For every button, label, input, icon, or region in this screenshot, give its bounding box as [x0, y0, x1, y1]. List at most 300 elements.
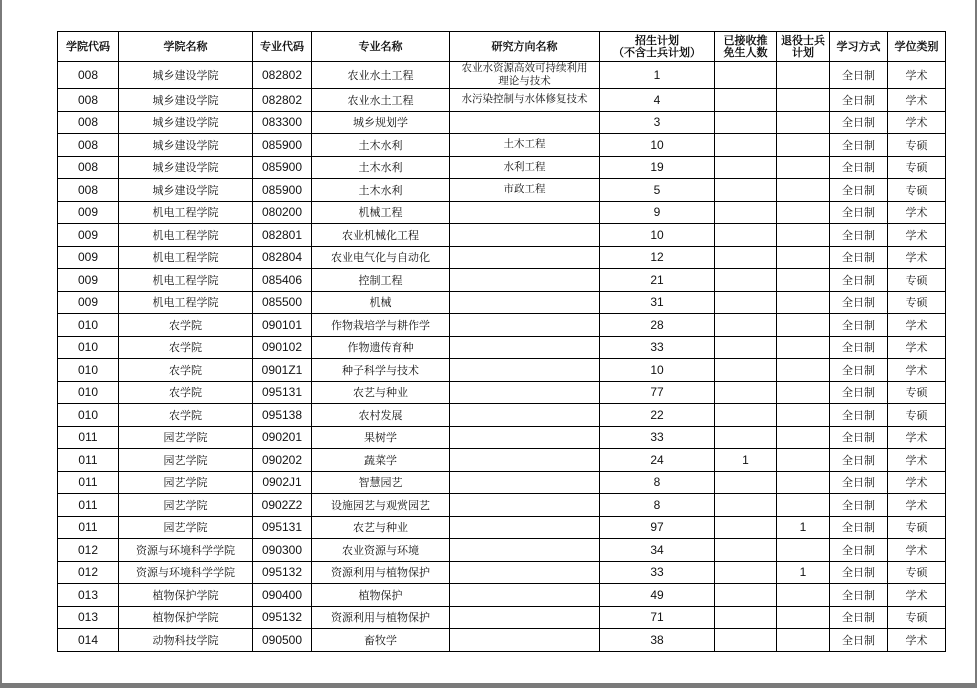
- enrollment-plan-cell: 33: [600, 426, 715, 449]
- major-code-cell: 0902J1: [253, 471, 312, 494]
- veteran-plan-cell: [777, 381, 830, 404]
- study-mode-cell: 全日制: [830, 269, 888, 292]
- research-direction-cell: [450, 314, 600, 337]
- college-code-cell: 008: [58, 62, 119, 89]
- major-code-cell: 095132: [253, 561, 312, 584]
- major-code-cell: 082802: [253, 89, 312, 112]
- enrollment-plan-cell: 9: [600, 201, 715, 224]
- veteran-plan-cell: [777, 89, 830, 112]
- college-name-cell: 植物保护学院: [119, 606, 253, 629]
- major-name-cell: 作物遗传育种: [312, 336, 450, 359]
- table-row: [58, 291, 946, 314]
- study-mode-cell: 全日制: [830, 606, 888, 629]
- college-name-cell: 机电工程学院: [119, 291, 253, 314]
- veteran-plan-cell: [777, 404, 830, 427]
- major-code-cell: 090101: [253, 314, 312, 337]
- research-direction-cell: 水污染控制与水体修复技术: [450, 89, 600, 112]
- study-mode-cell: 全日制: [830, 291, 888, 314]
- research-direction-cell: [450, 246, 600, 269]
- major-name-cell: 机械: [312, 291, 450, 314]
- degree-type-cell: 专硕: [888, 381, 946, 404]
- major-code-cell: 095138: [253, 404, 312, 427]
- major-name-cell: 城乡规划学: [312, 111, 450, 134]
- table-row: [58, 426, 946, 449]
- major-code-cell: 085900: [253, 179, 312, 202]
- college-code-cell: 008: [58, 179, 119, 202]
- study-mode-cell: 全日制: [830, 516, 888, 539]
- enrollment-plan-cell: 33: [600, 336, 715, 359]
- table-row: [58, 606, 946, 629]
- major-name-cell: 土木水利: [312, 179, 450, 202]
- research-direction-cell: [450, 111, 600, 134]
- enrollment-plan-cell: 71: [600, 606, 715, 629]
- major-code-cell: 095132: [253, 606, 312, 629]
- study-mode-cell: 全日制: [830, 539, 888, 562]
- study-mode-cell: 全日制: [830, 336, 888, 359]
- degree-type-cell: 专硕: [888, 606, 946, 629]
- college-code-cell: 011: [58, 426, 119, 449]
- study-mode-cell: 全日制: [830, 134, 888, 157]
- major-name-cell: 农业资源与环境: [312, 539, 450, 562]
- study-mode-cell: 全日制: [830, 471, 888, 494]
- study-mode-cell: 全日制: [830, 381, 888, 404]
- major-name-cell: 农艺与种业: [312, 381, 450, 404]
- college-code-cell: 009: [58, 291, 119, 314]
- college-name-cell: 资源与环境科学学院: [119, 561, 253, 584]
- college-code-cell: 010: [58, 336, 119, 359]
- research-direction-cell: [450, 471, 600, 494]
- college-name-cell: 机电工程学院: [119, 269, 253, 292]
- table-row: [58, 336, 946, 359]
- research-direction-header: 研究方向名称: [450, 32, 600, 62]
- college-code-cell: 008: [58, 156, 119, 179]
- research-direction-cell: [450, 269, 600, 292]
- major-code-cell: 085500: [253, 291, 312, 314]
- college-name-cell: 农学院: [119, 381, 253, 404]
- enrollment-plan-cell: 10: [600, 359, 715, 382]
- study-mode-header: 学习方式: [830, 32, 888, 62]
- veteran-plan-cell: [777, 134, 830, 157]
- admitted-exempt-cell: [715, 201, 777, 224]
- major-code-cell: 082802: [253, 62, 312, 89]
- college-name-cell: 城乡建设学院: [119, 62, 253, 89]
- admitted-exempt-cell: [715, 314, 777, 337]
- major-name-cell: 土木水利: [312, 156, 450, 179]
- enrollment-plan-cell: 49: [600, 584, 715, 607]
- veteran-plan-cell: [777, 606, 830, 629]
- veteran-plan-cell: [777, 111, 830, 134]
- research-direction-cell: [450, 404, 600, 427]
- degree-type-cell: 学术: [888, 224, 946, 247]
- table-row: [58, 179, 946, 202]
- admitted-exempt-cell: [715, 269, 777, 292]
- college-code-cell: 012: [58, 539, 119, 562]
- college-name-cell: 动物科技学院: [119, 629, 253, 652]
- veteran-plan-cell: [777, 269, 830, 292]
- table-row: [58, 561, 946, 584]
- table-row: [58, 156, 946, 179]
- admitted-exempt-cell: [715, 156, 777, 179]
- college-name-cell: 农学院: [119, 404, 253, 427]
- degree-type-cell: 学术: [888, 201, 946, 224]
- degree-type-cell: 学术: [888, 246, 946, 269]
- document-page: [2, 0, 975, 683]
- research-direction-cell: [450, 584, 600, 607]
- college-name-cell: 资源与环境科学学院: [119, 539, 253, 562]
- college-name-cell: 植物保护学院: [119, 584, 253, 607]
- major-name-cell: 果树学: [312, 426, 450, 449]
- enrollment-table: [57, 31, 946, 652]
- degree-type-cell: 专硕: [888, 179, 946, 202]
- degree-type-cell: 学术: [888, 494, 946, 517]
- veteran-plan-cell: [777, 314, 830, 337]
- major-code-cell: 082804: [253, 246, 312, 269]
- college-code-cell: 014: [58, 629, 119, 652]
- major-code-cell: 090201: [253, 426, 312, 449]
- enrollment-plan-cell: 33: [600, 561, 715, 584]
- study-mode-cell: 全日制: [830, 449, 888, 472]
- study-mode-cell: 全日制: [830, 359, 888, 382]
- admitted-exempt-cell: [715, 381, 777, 404]
- admitted-exempt-cell: [715, 336, 777, 359]
- veteran-plan-cell: [777, 246, 830, 269]
- major-code-cell: 083300: [253, 111, 312, 134]
- admitted-exempt-cell: [715, 471, 777, 494]
- college-code-cell: 008: [58, 89, 119, 112]
- college-name-cell: 城乡建设学院: [119, 156, 253, 179]
- veteran-plan-cell: [777, 359, 830, 382]
- table-row: [58, 539, 946, 562]
- college-code-cell: 010: [58, 404, 119, 427]
- table-row: [58, 89, 946, 112]
- major-code-cell: 082801: [253, 224, 312, 247]
- college-name-cell: 园艺学院: [119, 494, 253, 517]
- college-name-cell: 农学院: [119, 336, 253, 359]
- college-name-cell: 城乡建设学院: [119, 89, 253, 112]
- college-code-cell: 009: [58, 201, 119, 224]
- table-row: [58, 359, 946, 382]
- college-code-header: 学院代码: [58, 32, 119, 62]
- admitted-exempt-cell: [715, 246, 777, 269]
- veteran-plan-cell: [777, 426, 830, 449]
- college-name-cell: 农学院: [119, 359, 253, 382]
- major-code-cell: 085406: [253, 269, 312, 292]
- major-name-cell: 土木水利: [312, 134, 450, 157]
- veteran-plan-cell: 1: [777, 516, 830, 539]
- major-code-cell: 0901Z1: [253, 359, 312, 382]
- veteran-plan-cell: [777, 62, 830, 89]
- enrollment-plan-cell: 19: [600, 156, 715, 179]
- college-name-cell: 城乡建设学院: [119, 179, 253, 202]
- admitted-exempt-cell: [715, 539, 777, 562]
- enrollment-plan-header: 招生计划 （不含士兵计划）: [600, 32, 715, 62]
- table-row: [58, 62, 946, 89]
- college-name-cell: 城乡建设学院: [119, 111, 253, 134]
- admitted-exempt-cell: [715, 606, 777, 629]
- enrollment-plan-cell: 4: [600, 89, 715, 112]
- admitted-exempt-cell: [715, 224, 777, 247]
- college-name-cell: 农学院: [119, 314, 253, 337]
- research-direction-cell: [450, 426, 600, 449]
- major-code-cell: 090500: [253, 629, 312, 652]
- table-row: [58, 449, 946, 472]
- veteran-plan-cell: [777, 449, 830, 472]
- table-row: [58, 404, 946, 427]
- study-mode-cell: 全日制: [830, 426, 888, 449]
- college-code-cell: 010: [58, 381, 119, 404]
- college-code-cell: 008: [58, 134, 119, 157]
- major-name-cell: 农业机械化工程: [312, 224, 450, 247]
- research-direction-cell: [450, 381, 600, 404]
- major-name-cell: 农村发展: [312, 404, 450, 427]
- college-name-cell: 园艺学院: [119, 516, 253, 539]
- degree-type-cell: 学术: [888, 584, 946, 607]
- major-name-cell: 蔬菜学: [312, 449, 450, 472]
- major-name-cell: 机械工程: [312, 201, 450, 224]
- research-direction-cell: [450, 539, 600, 562]
- college-code-cell: 013: [58, 606, 119, 629]
- degree-type-cell: 专硕: [888, 156, 946, 179]
- college-code-cell: 011: [58, 516, 119, 539]
- research-direction-cell: [450, 336, 600, 359]
- college-code-cell: 010: [58, 314, 119, 337]
- research-direction-cell: [450, 606, 600, 629]
- research-direction-cell: [450, 449, 600, 472]
- degree-type-cell: 专硕: [888, 134, 946, 157]
- college-name-cell: 园艺学院: [119, 426, 253, 449]
- degree-type-cell: 学术: [888, 359, 946, 382]
- admitted-exempt-cell: 1: [715, 449, 777, 472]
- enrollment-plan-cell: 10: [600, 224, 715, 247]
- enrollment-plan-cell: 10: [600, 134, 715, 157]
- degree-type-cell: 学术: [888, 336, 946, 359]
- major-name-cell: 设施园艺与观赏园艺: [312, 494, 450, 517]
- enrollment-plan-cell: 22: [600, 404, 715, 427]
- study-mode-cell: 全日制: [830, 629, 888, 652]
- research-direction-cell: [450, 494, 600, 517]
- major-code-cell: 090202: [253, 449, 312, 472]
- college-code-cell: 012: [58, 561, 119, 584]
- degree-type-cell: 专硕: [888, 291, 946, 314]
- major-code-cell: 090300: [253, 539, 312, 562]
- major-name-cell: 农业电气化与自动化: [312, 246, 450, 269]
- study-mode-cell: 全日制: [830, 111, 888, 134]
- degree-type-header: 学位类别: [888, 32, 946, 62]
- major-name-cell: 农业水土工程: [312, 89, 450, 112]
- degree-type-cell: 专硕: [888, 404, 946, 427]
- college-name-cell: 城乡建设学院: [119, 134, 253, 157]
- major-code-cell: 085900: [253, 134, 312, 157]
- college-name-cell: 机电工程学院: [119, 201, 253, 224]
- admitted-exempt-cell: [715, 89, 777, 112]
- major-name-cell: 资源利用与植物保护: [312, 606, 450, 629]
- research-direction-cell: [450, 561, 600, 584]
- college-code-cell: 011: [58, 494, 119, 517]
- veteran-plan-cell: [777, 539, 830, 562]
- major-name-cell: 资源利用与植物保护: [312, 561, 450, 584]
- table-row: [58, 494, 946, 517]
- table-row: [58, 629, 946, 652]
- table-body: [58, 62, 946, 652]
- table-row: [58, 224, 946, 247]
- college-code-cell: 009: [58, 224, 119, 247]
- study-mode-cell: 全日制: [830, 246, 888, 269]
- table-row: [58, 134, 946, 157]
- table-row: [58, 246, 946, 269]
- major-name-cell: 农艺与种业: [312, 516, 450, 539]
- study-mode-cell: 全日制: [830, 156, 888, 179]
- major-code-cell: 090102: [253, 336, 312, 359]
- table-row: [58, 111, 946, 134]
- major-code-cell: 095131: [253, 516, 312, 539]
- study-mode-cell: 全日制: [830, 584, 888, 607]
- study-mode-cell: 全日制: [830, 224, 888, 247]
- degree-type-cell: 学术: [888, 426, 946, 449]
- veteran-plan-cell: [777, 584, 830, 607]
- enrollment-plan-cell: 77: [600, 381, 715, 404]
- enrollment-plan-cell: 1: [600, 62, 715, 89]
- table-row: [58, 584, 946, 607]
- degree-type-cell: 学术: [888, 62, 946, 89]
- veteran-plan-header: 退役士兵 计划: [777, 32, 830, 62]
- table-row: [58, 314, 946, 337]
- admitted-exempt-cell: [715, 561, 777, 584]
- college-name-header: 学院名称: [119, 32, 253, 62]
- major-code-cell: 080200: [253, 201, 312, 224]
- college-code-cell: 013: [58, 584, 119, 607]
- study-mode-cell: 全日制: [830, 561, 888, 584]
- study-mode-cell: 全日制: [830, 179, 888, 202]
- major-name-cell: 种子科学与技术: [312, 359, 450, 382]
- research-direction-cell: [450, 291, 600, 314]
- enrollment-plan-cell: 21: [600, 269, 715, 292]
- admitted-exempt-cell: [715, 516, 777, 539]
- degree-type-cell: 专硕: [888, 516, 946, 539]
- table-row: [58, 471, 946, 494]
- enrollment-plan-cell: 97: [600, 516, 715, 539]
- enrollment-plan-cell: 5: [600, 179, 715, 202]
- study-mode-cell: 全日制: [830, 201, 888, 224]
- major-code-cell: 085900: [253, 156, 312, 179]
- college-code-cell: 011: [58, 449, 119, 472]
- college-code-cell: 009: [58, 269, 119, 292]
- degree-type-cell: 学术: [888, 111, 946, 134]
- enrollment-plan-cell: 3: [600, 111, 715, 134]
- degree-type-cell: 学术: [888, 471, 946, 494]
- admitted-exempt-cell: [715, 359, 777, 382]
- research-direction-cell: [450, 201, 600, 224]
- major-name-cell: 畜牧学: [312, 629, 450, 652]
- veteran-plan-cell: [777, 201, 830, 224]
- veteran-plan-cell: 1: [777, 561, 830, 584]
- degree-type-cell: 学术: [888, 539, 946, 562]
- degree-type-cell: 学术: [888, 449, 946, 472]
- college-code-cell: 011: [58, 471, 119, 494]
- degree-type-cell: 学术: [888, 314, 946, 337]
- study-mode-cell: 全日制: [830, 404, 888, 427]
- enrollment-plan-cell: 38: [600, 629, 715, 652]
- enrollment-plan-cell: 28: [600, 314, 715, 337]
- college-code-cell: 008: [58, 111, 119, 134]
- degree-type-cell: 专硕: [888, 269, 946, 292]
- enrollment-plan-cell: 34: [600, 539, 715, 562]
- major-code-cell: 095131: [253, 381, 312, 404]
- enrollment-plan-cell: 8: [600, 494, 715, 517]
- study-mode-cell: 全日制: [830, 89, 888, 112]
- admitted-exempt-cell: [715, 629, 777, 652]
- study-mode-cell: 全日制: [830, 314, 888, 337]
- veteran-plan-cell: [777, 629, 830, 652]
- veteran-plan-cell: [777, 224, 830, 247]
- admitted-exempt-cell: [715, 426, 777, 449]
- table-header-row: [58, 32, 946, 62]
- table-row: [58, 381, 946, 404]
- admitted-exempt-cell: [715, 291, 777, 314]
- research-direction-cell: [450, 359, 600, 382]
- research-direction-cell: 市政工程: [450, 179, 600, 202]
- admitted-exempt-cell: [715, 404, 777, 427]
- enrollment-plan-cell: 31: [600, 291, 715, 314]
- college-name-cell: 园艺学院: [119, 449, 253, 472]
- veteran-plan-cell: [777, 336, 830, 359]
- admitted-exempt-cell: [715, 179, 777, 202]
- admitted-exempt-header: 已接收推 免生人数: [715, 32, 777, 62]
- major-code-cell: 0902Z2: [253, 494, 312, 517]
- research-direction-cell: 水利工程: [450, 156, 600, 179]
- college-code-cell: 010: [58, 359, 119, 382]
- veteran-plan-cell: [777, 179, 830, 202]
- veteran-plan-cell: [777, 471, 830, 494]
- major-name-cell: 控制工程: [312, 269, 450, 292]
- college-name-cell: 园艺学院: [119, 471, 253, 494]
- degree-type-cell: 专硕: [888, 561, 946, 584]
- college-code-cell: 009: [58, 246, 119, 269]
- table-row: [58, 201, 946, 224]
- enrollment-plan-cell: 24: [600, 449, 715, 472]
- major-name-cell: 智慧园艺: [312, 471, 450, 494]
- major-code-header: 专业代码: [253, 32, 312, 62]
- major-name-cell: 农业水土工程: [312, 62, 450, 89]
- admitted-exempt-cell: [715, 111, 777, 134]
- veteran-plan-cell: [777, 156, 830, 179]
- admitted-exempt-cell: [715, 62, 777, 89]
- table-row: [58, 516, 946, 539]
- major-name-cell: 植物保护: [312, 584, 450, 607]
- study-mode-cell: 全日制: [830, 62, 888, 89]
- admitted-exempt-cell: [715, 584, 777, 607]
- research-direction-cell: [450, 224, 600, 247]
- major-name-cell: 作物栽培学与耕作学: [312, 314, 450, 337]
- research-direction-cell: [450, 629, 600, 652]
- table-row: [58, 269, 946, 292]
- admitted-exempt-cell: [715, 134, 777, 157]
- research-direction-cell: 土木工程: [450, 134, 600, 157]
- major-code-cell: 090400: [253, 584, 312, 607]
- research-direction-cell: 农业水资源高效可持续利用 理论与技术: [450, 62, 600, 89]
- degree-type-cell: 学术: [888, 629, 946, 652]
- degree-type-cell: 学术: [888, 89, 946, 112]
- enrollment-plan-cell: 12: [600, 246, 715, 269]
- veteran-plan-cell: [777, 494, 830, 517]
- enrollment-plan-cell: 8: [600, 471, 715, 494]
- college-name-cell: 机电工程学院: [119, 246, 253, 269]
- study-mode-cell: 全日制: [830, 494, 888, 517]
- veteran-plan-cell: [777, 291, 830, 314]
- admitted-exempt-cell: [715, 494, 777, 517]
- major-name-header: 专业名称: [312, 32, 450, 62]
- research-direction-cell: [450, 516, 600, 539]
- college-name-cell: 机电工程学院: [119, 224, 253, 247]
